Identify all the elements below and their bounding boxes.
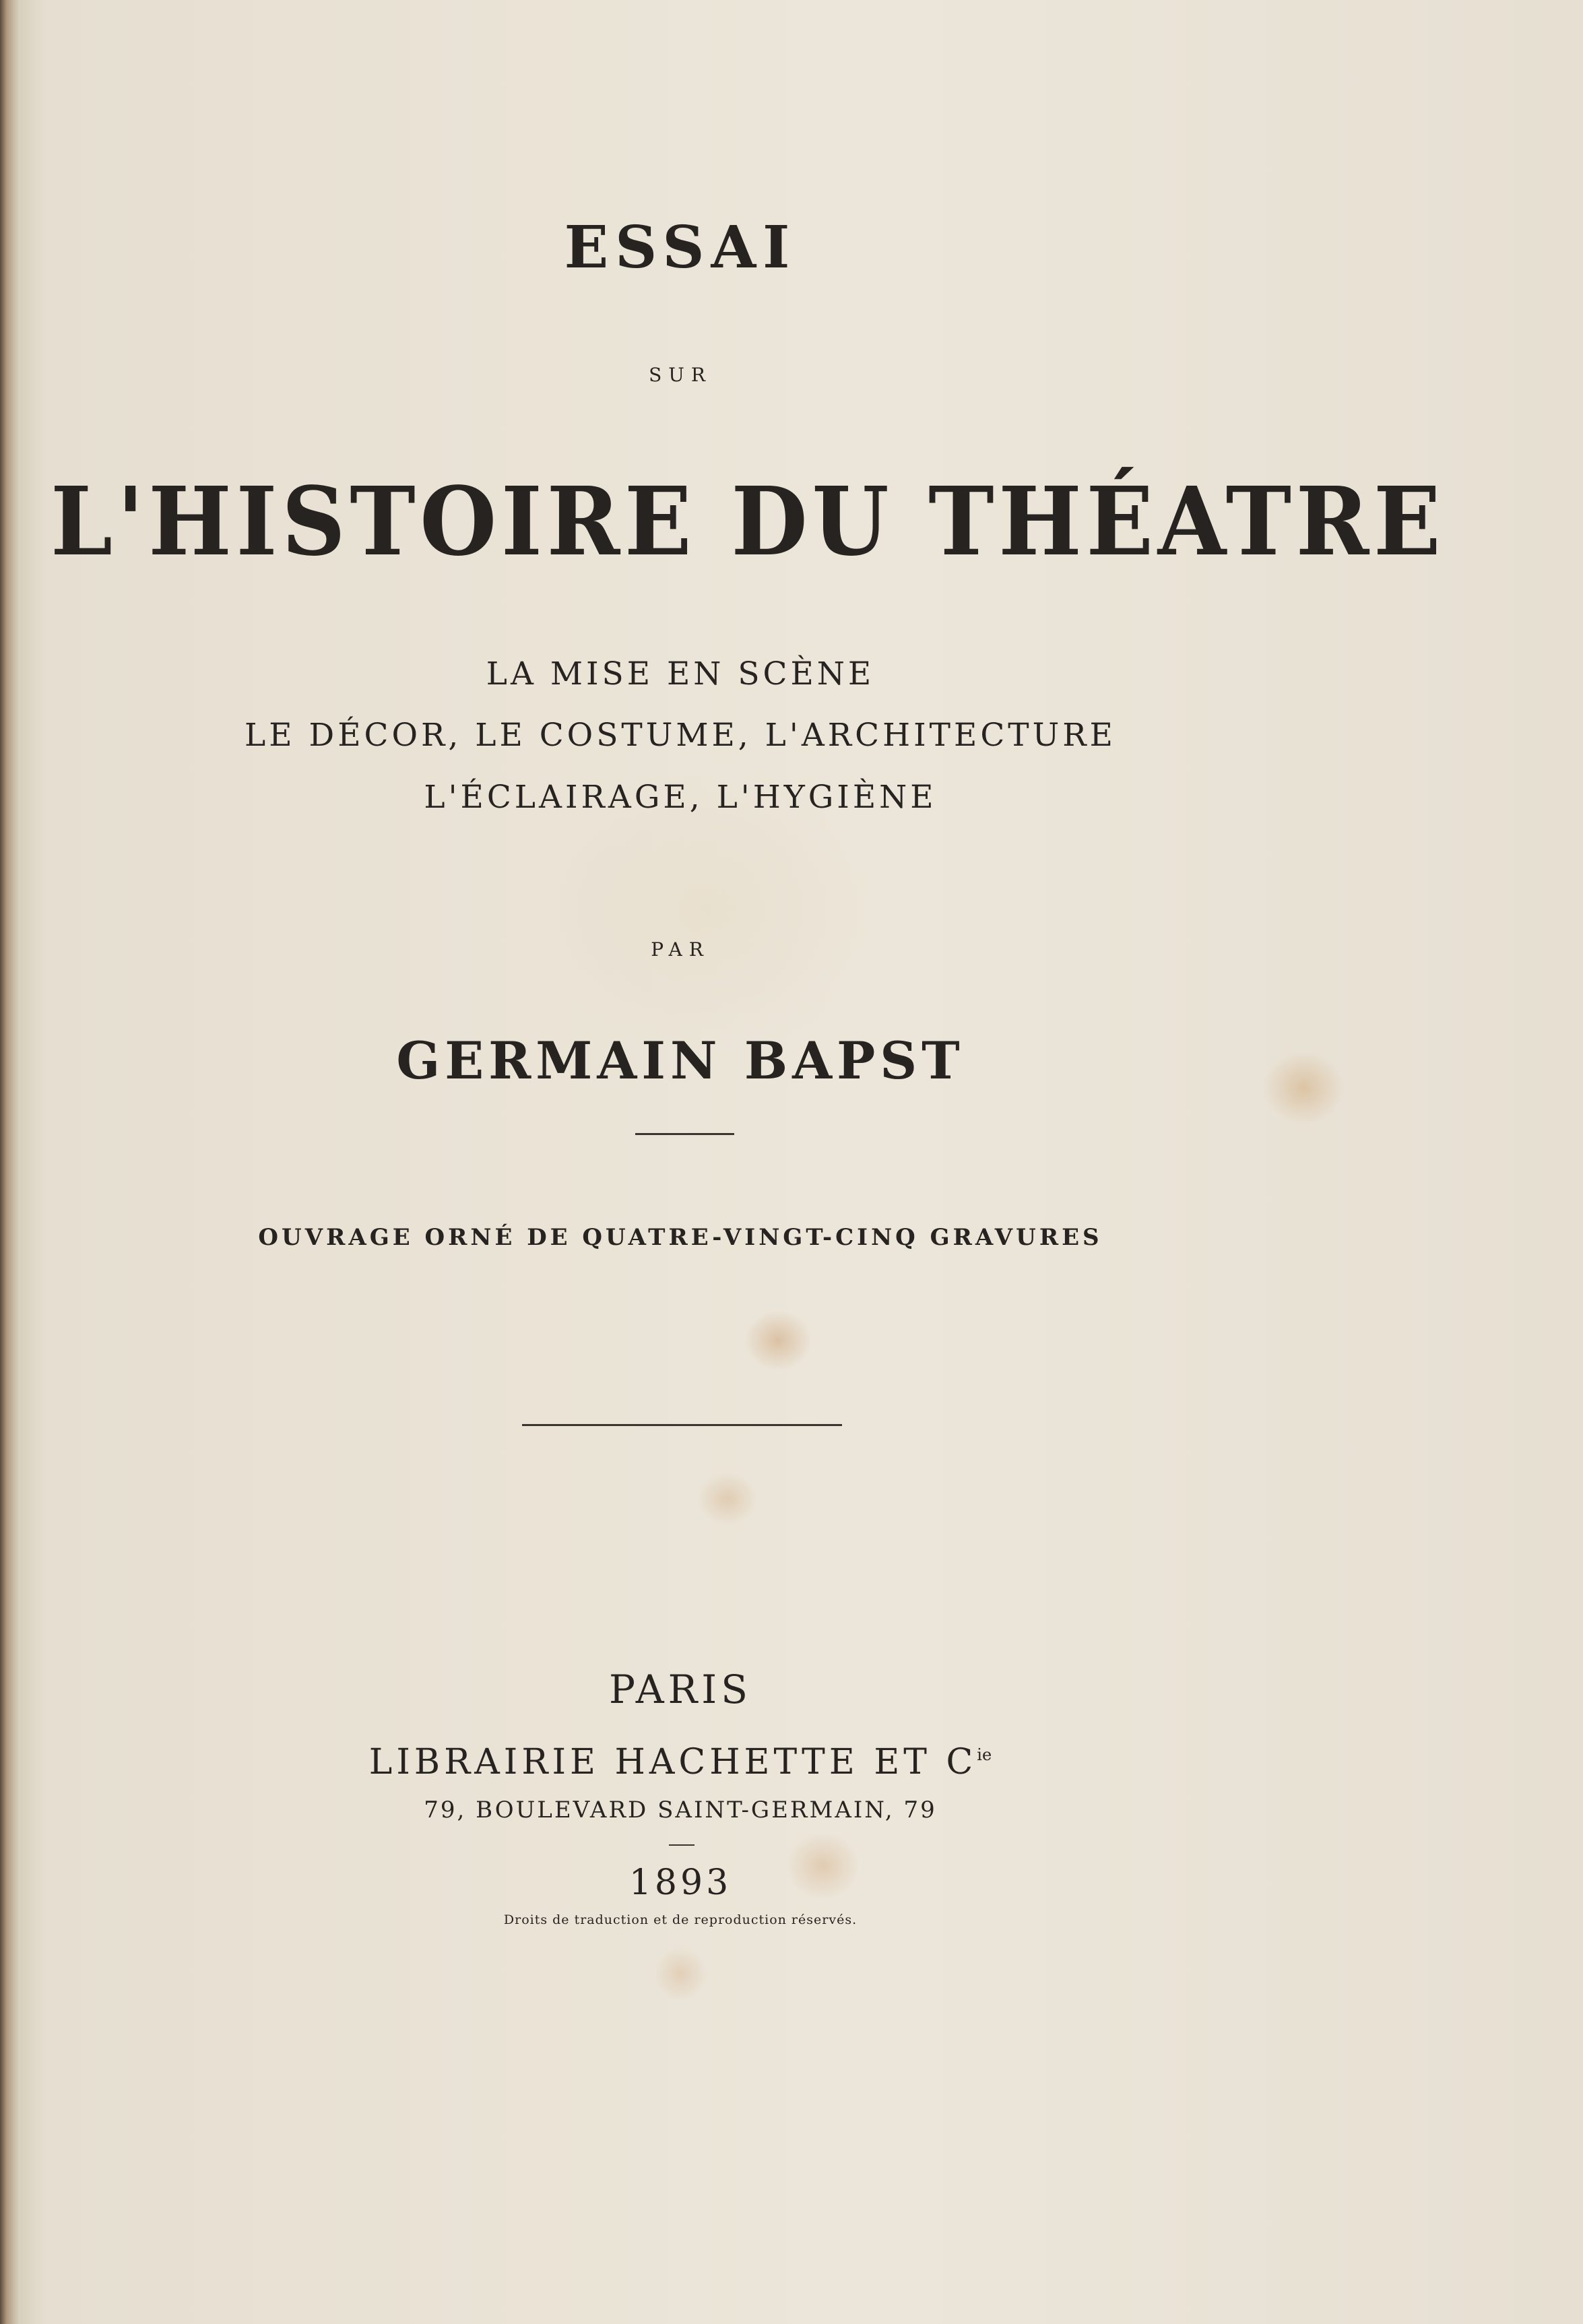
illustrations-note: OUVRAGE ORNÉ DE QUATRE-VINGT-CINQ GRAVURES <box>258 1224 1103 1251</box>
imprint-address: 79, BOULEVARD SAINT-GERMAIN, 79 <box>424 1797 937 1823</box>
main-title: L'HISTOIRE DU THÉATRE <box>51 467 1446 577</box>
publisher-name: LIBRAIRIE HACHETTE ET C <box>368 1742 977 1782</box>
divider-long <box>522 1424 842 1426</box>
imprint-publisher <box>0 1733 1361 1784</box>
publisher-superscript: ie <box>977 1745 992 1764</box>
subtitle-line: L'ÉCLAIRAGE, L'HYGIÈNE <box>424 779 937 816</box>
imprint-year: 1893 <box>628 1863 732 1903</box>
heading-sur: SUR <box>649 364 712 386</box>
rights-notice: Droits de traduction et de reproduction réservés. <box>503 1912 858 1927</box>
heading-essai: ESSAI <box>564 214 797 282</box>
author-name: GERMAIN BAPST <box>396 1031 965 1091</box>
subtitle-line: LA MISE EN SCÈNE <box>486 655 875 692</box>
divider-dash <box>669 1844 694 1846</box>
subtitle-line: LE DÉCOR, LE COSTUME, L'ARCHITECTURE <box>245 717 1116 754</box>
imprint-city: PARIS <box>609 1667 752 1712</box>
byline-par: PAR <box>651 938 710 961</box>
divider-short <box>635 1133 734 1135</box>
